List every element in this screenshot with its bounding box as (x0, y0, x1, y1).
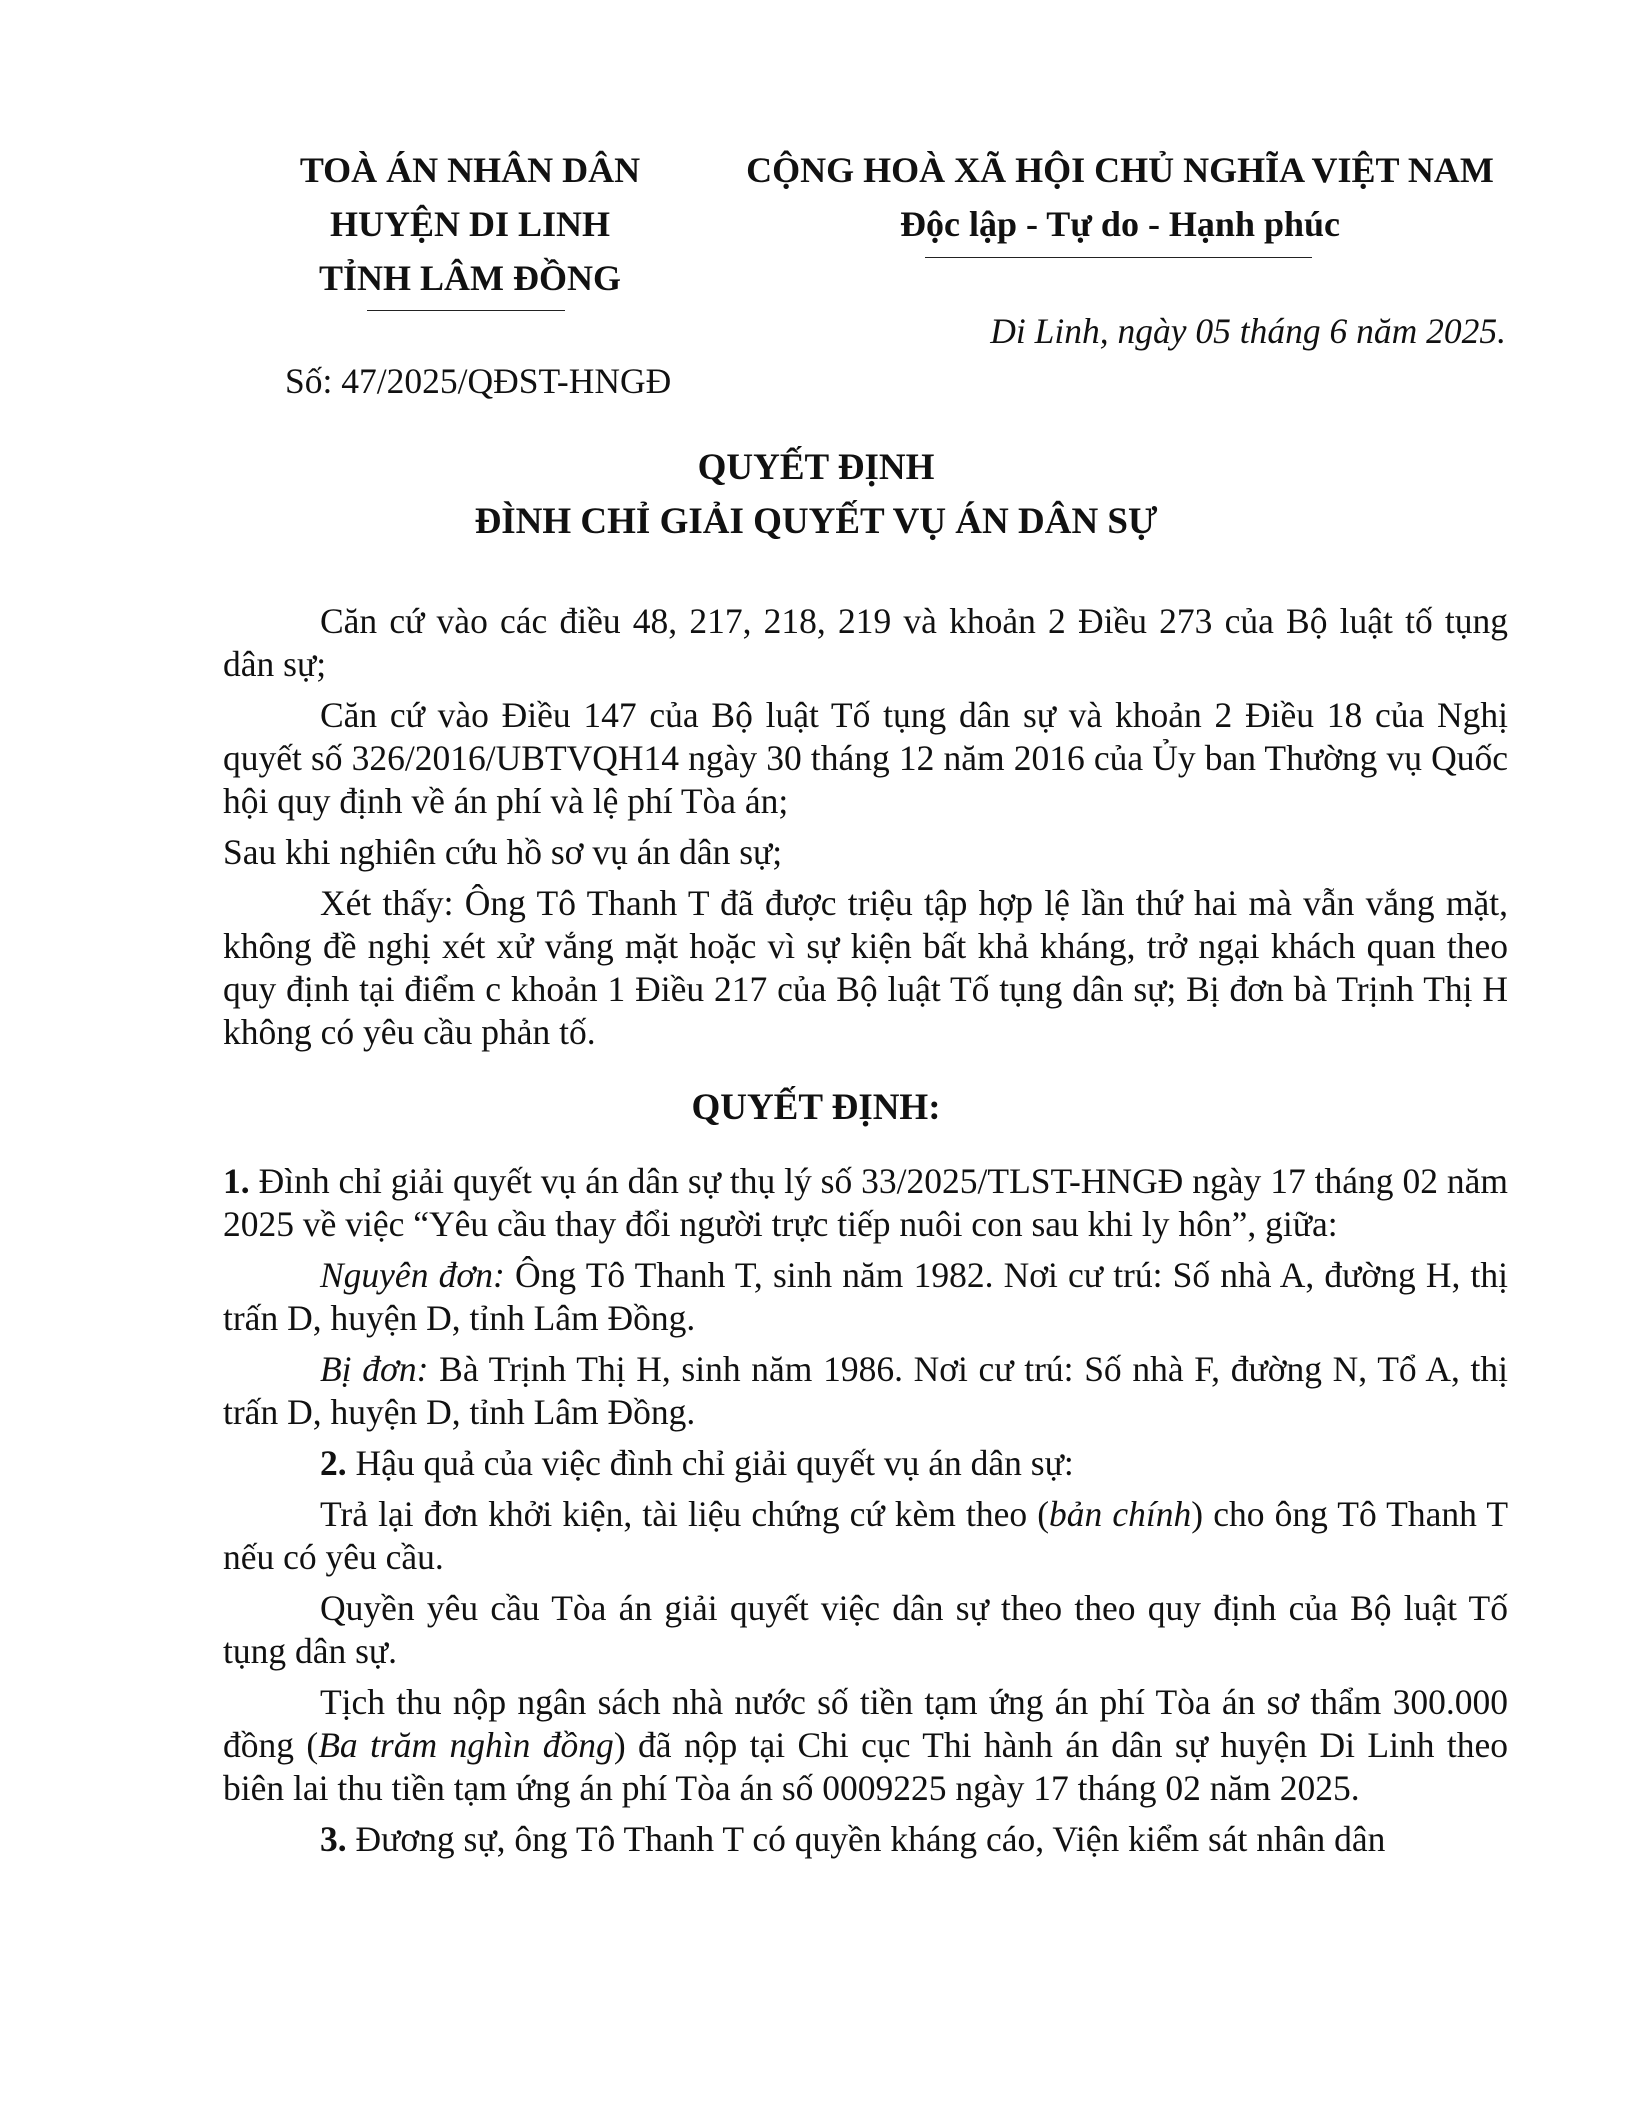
fee-text-post: ) đã nộp tại Chi cục Thi hành án dân sự huyện Di Linh theo biên lai thu tiền tạm ứng án phí Tòa án số 0009225 ngày 17 tháng 02 năm 2025. (223, 1725, 1508, 1808)
court-name (270, 143, 670, 305)
national-header (720, 143, 1520, 251)
preamble-legal-basis-2: Căn cứ vào Điều 147 của Bộ luật Tố tụng dân sự và khoản 2 Điều 18 của Nghị quyết số 326/2016/UBTVQH14 ngày 30 tháng 12 năm 2016 của Ủy ban Thường vụ Quốc hội quy định về án phí và lệ phí Tòa án; (223, 695, 1508, 821)
fee-text-pre: Tịch thu nộp ngân sách nhà nước số tiền tạm ứng án phí Tòa án sơ thẩm 300.000 đồng ( (223, 1682, 1508, 1765)
fee-text-italic: Ba trăm nghìn đồng (318, 1725, 614, 1765)
preamble (223, 600, 1508, 1054)
plaintiff-text: Ông Tô Thanh T, sinh năm 1982. Nơi cư trú: Số nhà A, đường H, thị trấn D, huyện D, tỉnh Lâm Đồng. (223, 1255, 1509, 1338)
document-subtitle: ĐÌNH CHỈ GIẢI QUYẾT VỤ ÁN DÂN SỰ (474, 501, 1158, 542)
court-underline (367, 310, 565, 311)
court-line-1: TOÀ ÁN NHÂN DÂN (299, 150, 641, 190)
defendant-info (223, 1348, 1508, 1434)
decision-item-1 (223, 1160, 1508, 1246)
item-1-text: Đình chỉ giải quyết vụ án dân sự thụ lý số 33/2025/TLST-HNGĐ ngày 17 tháng 02 năm 2025 về việc “Yêu cầu thay đổi người trực tiếp nuôi con sau khi ly hôn”, giữa: (223, 1161, 1508, 1244)
decision-item-3 (223, 1818, 1508, 1861)
decision-number: Số: 47/2025/QĐST-HNGĐ (285, 361, 672, 401)
preamble-finding: Xét thấy: Ông Tô Thanh T đã được triệu tập hợp lệ lần thứ hai mà vẫn vắng mặt, không đề nghị xét xử vắng mặt hoặc vì sự kiện bất khả kháng, trở ngại khách quan theo quy định tại điểm c khoản 1 Điều 217 của Bộ luật Tố tụng dân sự; Bị đơn bà Trịnh Thị H không có yêu cầu phản tố. (223, 883, 1508, 1052)
decision-item-2 (223, 1442, 1508, 1485)
defendant-label: Bị đơn: (320, 1349, 429, 1389)
fee-confiscation (223, 1681, 1508, 1810)
item-1-number: 1. (223, 1161, 250, 1201)
court-line-3: TỈNH LÂM ĐỒNG (318, 258, 621, 298)
item-3-text: Đương sự, ông Tô Thanh T có quyền kháng cáo, Viện kiểm sát nhân dân (355, 1819, 1386, 1859)
national-motto: Độc lập - Tự do - Hạnh phúc (899, 204, 1341, 244)
document-title: QUYẾT ĐỊNH (697, 447, 935, 488)
preamble-research: Sau khi nghiên cứu hồ sơ vụ án dân sự; (223, 832, 783, 872)
plaintiff-label: Nguyên đơn: (320, 1255, 505, 1295)
plaintiff-info (223, 1254, 1508, 1340)
court-line-2: HUYỆN DI LINH (329, 204, 611, 244)
item-3-number: 3. (320, 1819, 347, 1859)
decision-heading: QUYẾT ĐỊNH: (691, 1087, 941, 1128)
preamble-legal-basis-1: Căn cứ vào các điều 48, 217, 218, 219 và khoản 2 Điều 273 của Bộ luật tố tụng dân sự; (223, 601, 1508, 684)
return-text-pre: Trả lại đơn khởi kiện, tài liệu chứng cứ kèm theo ( (320, 1494, 1050, 1534)
defendant-text: Bà Trịnh Thị H, sinh năm 1986. Nơi cư trú: Số nhà F, đường N, Tổ A, thị trấn D, huyện D, tỉnh Lâm Đồng. (223, 1349, 1508, 1432)
return-documents (223, 1493, 1508, 1579)
decision-body (223, 1160, 1508, 1861)
return-text-post: ) cho ông Tô Thanh T nếu có yêu cầu. (223, 1494, 1509, 1577)
right-to-request: Quyền yêu cầu Tòa án giải quyết việc dân sự theo theo quy định của Bộ luật Tố tụng dân sự. (223, 1588, 1508, 1671)
return-text-italic: bản chính (1049, 1494, 1192, 1534)
place-date: Di Linh, ngày 05 tháng 6 năm 2025. (990, 311, 1506, 351)
motto-underline (925, 257, 1312, 258)
item-2-text: Hậu quả của việc đình chỉ giải quyết vụ án dân sự: (355, 1443, 1074, 1483)
republic-name: CỘNG HOÀ XÃ HỘI CHỦ NGHĨA VIỆT NAM (746, 150, 1494, 190)
item-2-number: 2. (320, 1443, 347, 1483)
